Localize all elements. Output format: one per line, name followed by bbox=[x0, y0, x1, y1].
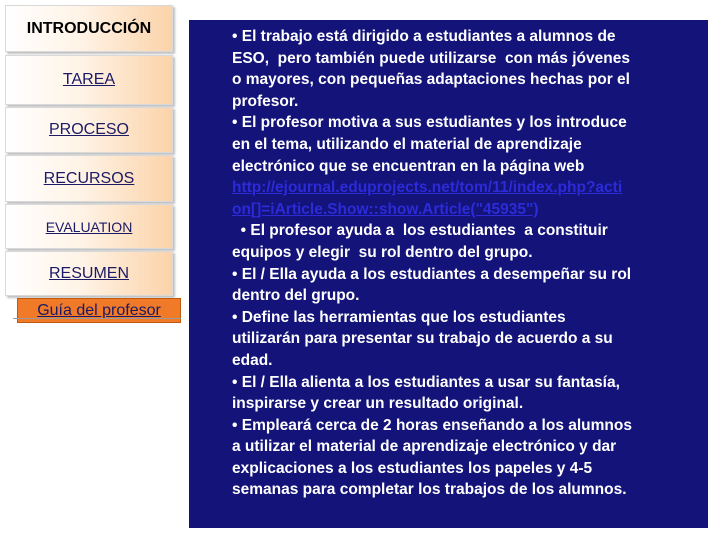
nav-guia-profesor-button[interactable] bbox=[17, 298, 181, 323]
nav-proceso-button[interactable] bbox=[5, 107, 173, 153]
content-line: equipos y elegir su rol dentro del grupo. bbox=[232, 243, 533, 261]
content-line: • El profesor ayuda a los estudiantes a constituir bbox=[232, 222, 608, 240]
nav-resumen-label: RESUMEN bbox=[48, 264, 129, 282]
content-line: • El trabajo está dirigido a estudiantes a alumnos de bbox=[232, 28, 616, 45]
nav-divider bbox=[13, 318, 181, 319]
content-line: en el tema, utilizando el material de aprendizaje bbox=[232, 135, 582, 153]
nav-introduccion-button[interactable] bbox=[5, 5, 173, 52]
nav-recursos-button[interactable] bbox=[5, 155, 173, 202]
content-line: explicaciones a los estudiantes los papeles y 4-5 bbox=[232, 459, 593, 477]
nav-tarea-label: TAREA bbox=[62, 71, 116, 88]
nav-introduccion-label: INTRODUCCIÓN bbox=[26, 19, 152, 37]
content-line: utilizarán para presentar su trabajo de acuerdo a su bbox=[232, 330, 613, 348]
resource-link[interactable]: http://ejournal.eduprojects.net/tom/11/index.php?acti bbox=[232, 179, 623, 197]
content-line: profesor. bbox=[232, 92, 299, 110]
content-line: ESO, pero también puede utilizarse con más jóvenes bbox=[232, 49, 630, 67]
nav-evaluation-button[interactable] bbox=[5, 204, 173, 249]
content-line: dentro del grupo. bbox=[232, 287, 360, 305]
nav-guia-profesor-label: Guía del profesor bbox=[37, 301, 161, 319]
content-line: edad. bbox=[232, 351, 273, 369]
content-line: semanas para completar los trabajos de los alumnos. bbox=[232, 481, 627, 499]
content-line: electrónico que se encuentran en la página web bbox=[232, 157, 585, 175]
nav-proceso-label: PROCESO bbox=[48, 121, 129, 138]
content-line: o mayores, con pequeñas adaptaciones hechas por el bbox=[232, 71, 630, 89]
nav-recursos-label: RECURSOS bbox=[43, 169, 135, 187]
content-line: • El / Ella alienta a los estudiantes a usar su fantasía, bbox=[232, 373, 620, 391]
content-line: • El profesor motiva a sus estudiantes y los introduce bbox=[232, 114, 627, 132]
resource-link-continued[interactable]: on[]=iArticle.Show::show.Article("45935") bbox=[232, 200, 539, 218]
nav-tarea-button[interactable] bbox=[5, 55, 173, 105]
content-line: • Empleará cerca de 2 horas enseñando a los alumnos bbox=[232, 416, 632, 434]
content-line: a utilizar el material de aprendizaje electrónico y dar bbox=[232, 438, 617, 456]
nav-resumen-button[interactable] bbox=[5, 251, 173, 296]
content-line: • Define las herramientas que los estudiantes bbox=[232, 308, 566, 326]
content-line: • El / Ella ayuda a los estudiantes a desempeñar su rol bbox=[232, 265, 632, 283]
content-panel bbox=[189, 20, 708, 528]
nav-evaluation-label: EVALUATION bbox=[45, 218, 133, 235]
content-line: inspirarse y crear un resultado original. bbox=[232, 395, 524, 413]
